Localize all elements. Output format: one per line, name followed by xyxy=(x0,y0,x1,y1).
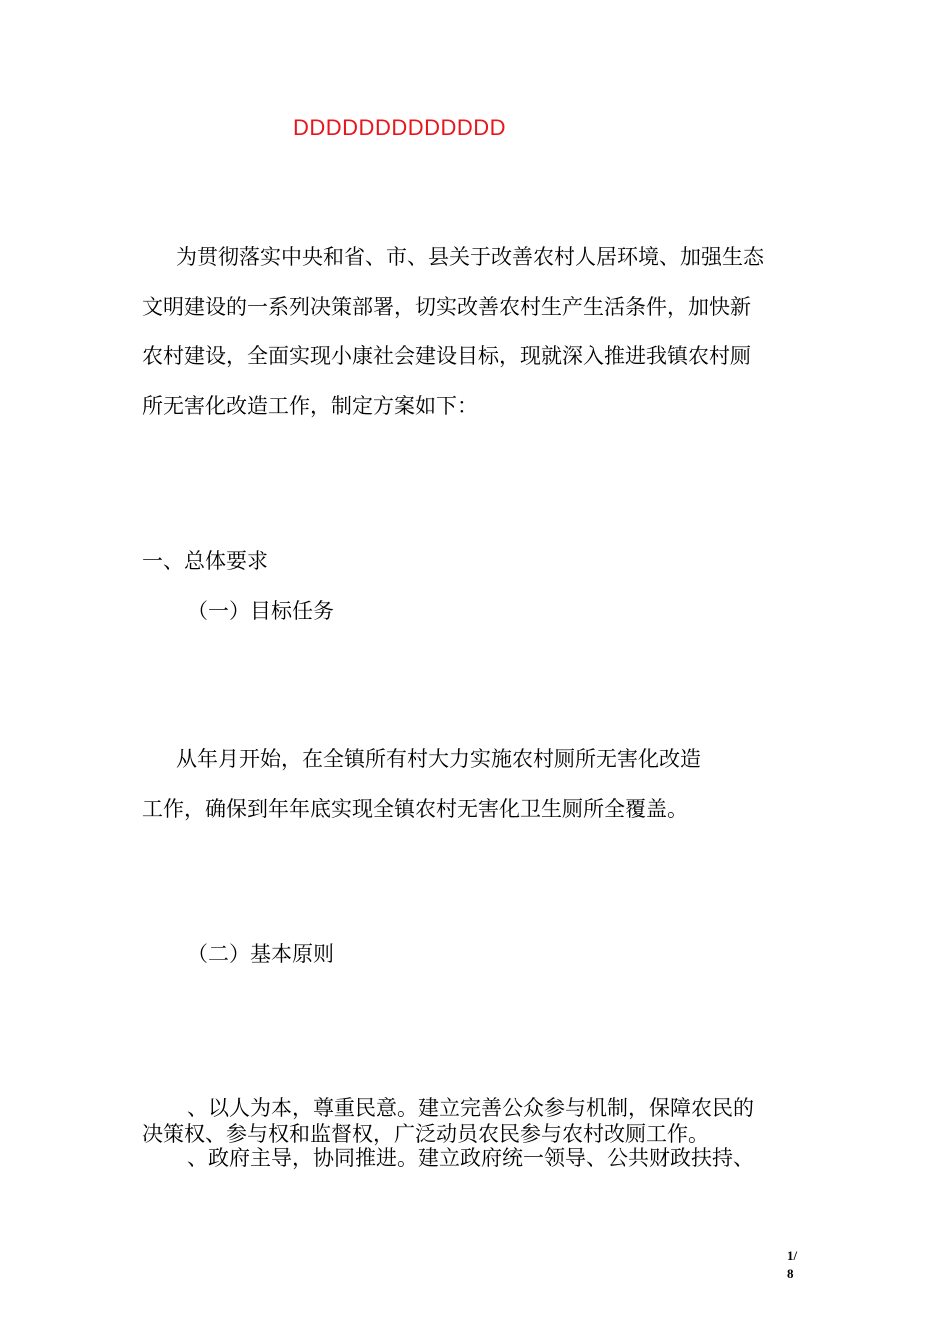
intro-line-4: 所无害化改造工作，制定方案如下： xyxy=(142,394,478,418)
subsection-heading-principles: （二）基本原则 xyxy=(187,942,334,966)
goals-line-2: 工作，确保到年年底实现全镇农村无害化卫生厕所全覆盖。 xyxy=(142,797,688,821)
intro-line-3: 农村建设，全面实现小康社会建设目标，现就深入推进我镇农村厕 xyxy=(142,344,751,368)
page-number-total: 8 xyxy=(787,1266,794,1281)
document-title: DDDDDDDDDDDDD xyxy=(293,115,507,140)
page-number-current: 1/ xyxy=(787,1248,798,1263)
intro-line-2: 文明建设的一系列决策部署，切实改善农村生产生活条件，加快新 xyxy=(142,295,751,319)
principles-line-1: 、以人为本，尊重民意。建立完善公众参与机制，保障农民的 xyxy=(187,1096,754,1120)
section-heading-general-requirements: 一、总体要求 xyxy=(142,549,268,573)
intro-line-1: 为贯彻落实中央和省、市、县关于改善农村人居环境、加强生态 xyxy=(176,245,764,269)
page-number xyxy=(787,1247,805,1283)
principles-line-2: 决策权、参与权和监督权，广泛动员农民参与农村改厕工作。 xyxy=(142,1122,709,1146)
principles-line-3: 、政府主导，协同推进。建立政府统一领导、公共财政扶持、 xyxy=(187,1146,754,1170)
goals-line-1: 从年月开始，在全镇所有村大力实施农村厕所无害化改造 xyxy=(176,747,701,771)
subsection-heading-goals: （一）目标任务 xyxy=(187,599,334,623)
